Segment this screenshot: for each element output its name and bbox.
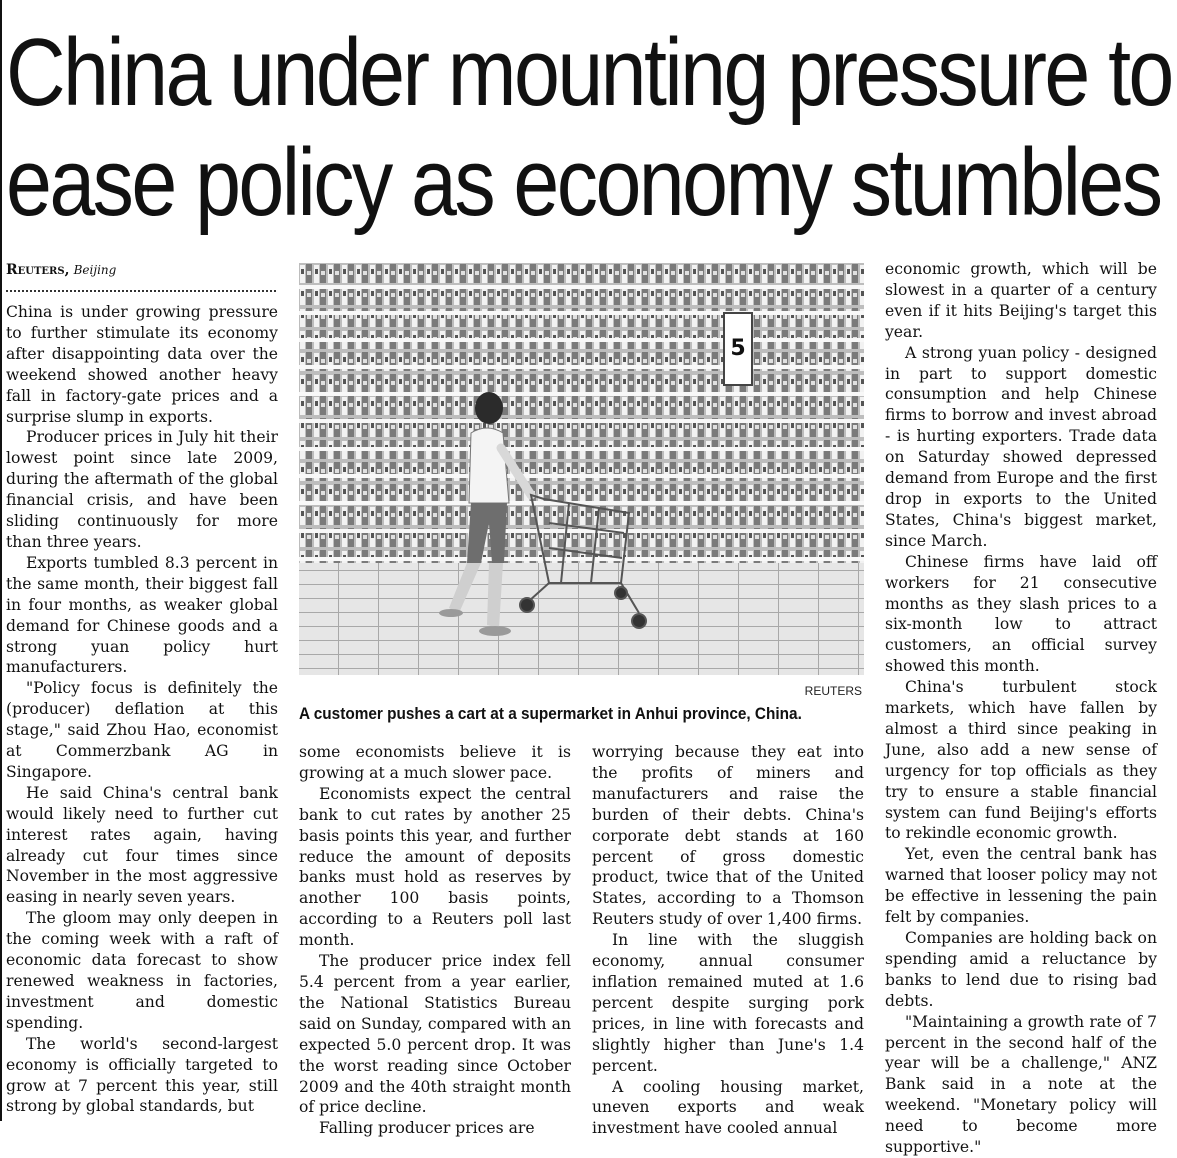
paragraph: Producer prices in July hit their lowest point since late 2009, during the aftermath of the global financial crisis, and have been sliding continuously for more than three years.: [6, 428, 278, 551]
headline: [6, 18, 1172, 238]
supermarket-photo: [299, 263, 864, 675]
paragraph: Economists expect the central bank to cut rates by another 25 basis points this year, and further reduce the amount of deposits banks must hold as reserves by another 100 basis points, according to a Reuters poll last month.: [299, 784, 571, 950]
paragraph: He said China's central bank would likely need to further cut interest rates again, having already cut four times since November in the most aggressive easing in nearly seven years.: [6, 783, 278, 907]
tiled-floor: [299, 563, 864, 675]
headline-line-2: ease policy as economy stumbles: [6, 129, 1161, 236]
paragraph: worrying because they eat into the profits of miners and manufacturers and raise the burden of their debts. China's corporate debt stands at 160 percent of gross domestic product, twice that of the United States, according to a Thomson Reuters study of over 1,400 firms.: [592, 743, 864, 929]
article-column-3: [592, 742, 864, 1138]
paragraph: "Policy focus is definitely the (producer) deflation at this stage," said Zhou Hao, economist at Commerzbank AG in Singapore.: [6, 679, 278, 781]
paragraph: some economists believe it is growing at a much slower pace.: [299, 743, 571, 782]
supermarket-illustration: [299, 263, 864, 675]
headline-line-1: China under mounting pressure to: [6, 19, 1172, 126]
paragraph: The producer price index fell 5.4 percent from a year earlier, the National Statistics Bureau said on Sunday, compared with an expected 5.0 percent drop. It was the worst reading since October 2009 and the 40th straight month of price decline.: [299, 952, 571, 1117]
paragraph: In line with the sluggish economy, annual consumer inflation remained muted at 1.6 percent despite surging pork prices, in line with forecasts and slightly higher than June's 1.4 percent.: [592, 931, 864, 1075]
paragraph: economic growth, which will be slowest in a quarter of a century even if it hits Beijing's target this year.: [885, 260, 1157, 341]
paragraph: Falling producer prices are: [319, 1119, 535, 1138]
paragraph: A cooling housing market, uneven exports and weak investment have cooled annual: [592, 1077, 864, 1138]
paragraph: China is under growing pressure to further stimulate its economy after disappointing data over the weekend showed another heavy fall in factory-gate prices and a surprise slump in exports.: [6, 303, 278, 426]
price-sign: [724, 313, 752, 385]
byline-divider: [6, 290, 276, 292]
photo-credit: REUTERS: [804, 684, 862, 698]
paragraph: China's turbulent stock markets, which have fallen by almost a third since peaking in June, also add a new sense of urgency for top officials as they try to ensure a stable financial system can fund Beijing's efforts to rekindle economic growth.: [885, 678, 1157, 843]
product-shelves: [299, 263, 864, 563]
paragraph: The gloom may only deepen in the coming week with a raft of economic data forecast to show renewed weakness in factories, investment and domestic spending.: [6, 909, 278, 1032]
paragraph: A strong yuan policy - designed in part to support domestic consumption and help Chinese firms to borrow and invest abroad - is hurting exporters. Trade data on Saturday showed depressed demand from Europe and the first drop in exports to the United States, China's biggest market, since March.: [885, 343, 1157, 550]
article-column-2: [299, 742, 571, 1138]
byline-agency: Reuters,: [6, 262, 70, 278]
price-sign-text: 5: [730, 336, 746, 361]
paragraph: Companies are holding back on spending amid a reluctance by banks to lend due to rising bad debts.: [885, 929, 1157, 1010]
paragraph: Chinese firms have laid off workers for 21 consecutive months as they slash prices to a six-month low to attract customers, an official survey showed this month.: [885, 552, 1157, 676]
paragraph: The world's second-largest economy is officially targeted to grow at 7 percent this year, still strong by global standards, but: [6, 1034, 278, 1116]
paragraph: Yet, even the central bank has warned that looser policy may not be effective in lessening the pain felt by companies.: [885, 845, 1157, 927]
article-column-4: [885, 259, 1157, 1157]
paragraph: Exports tumbled 8.3 percent in the same month, their biggest fall in four months, as weaker global demand for Chinese goods and a strong yuan policy hurt manufacturers.: [6, 553, 278, 677]
photo-caption: A customer pushes a cart at a supermarket in Anhui province, China.: [299, 705, 802, 723]
paragraph: "Maintaining a growth rate of 7 percent in the second half of the year will be a challenge," ANZ Bank said in a note at the weekend. "Monetary policy will need to become more supportive.": [885, 1012, 1157, 1157]
article-column-1: [6, 302, 278, 1120]
byline: [6, 262, 278, 278]
byline-city: Beijing: [73, 263, 117, 277]
